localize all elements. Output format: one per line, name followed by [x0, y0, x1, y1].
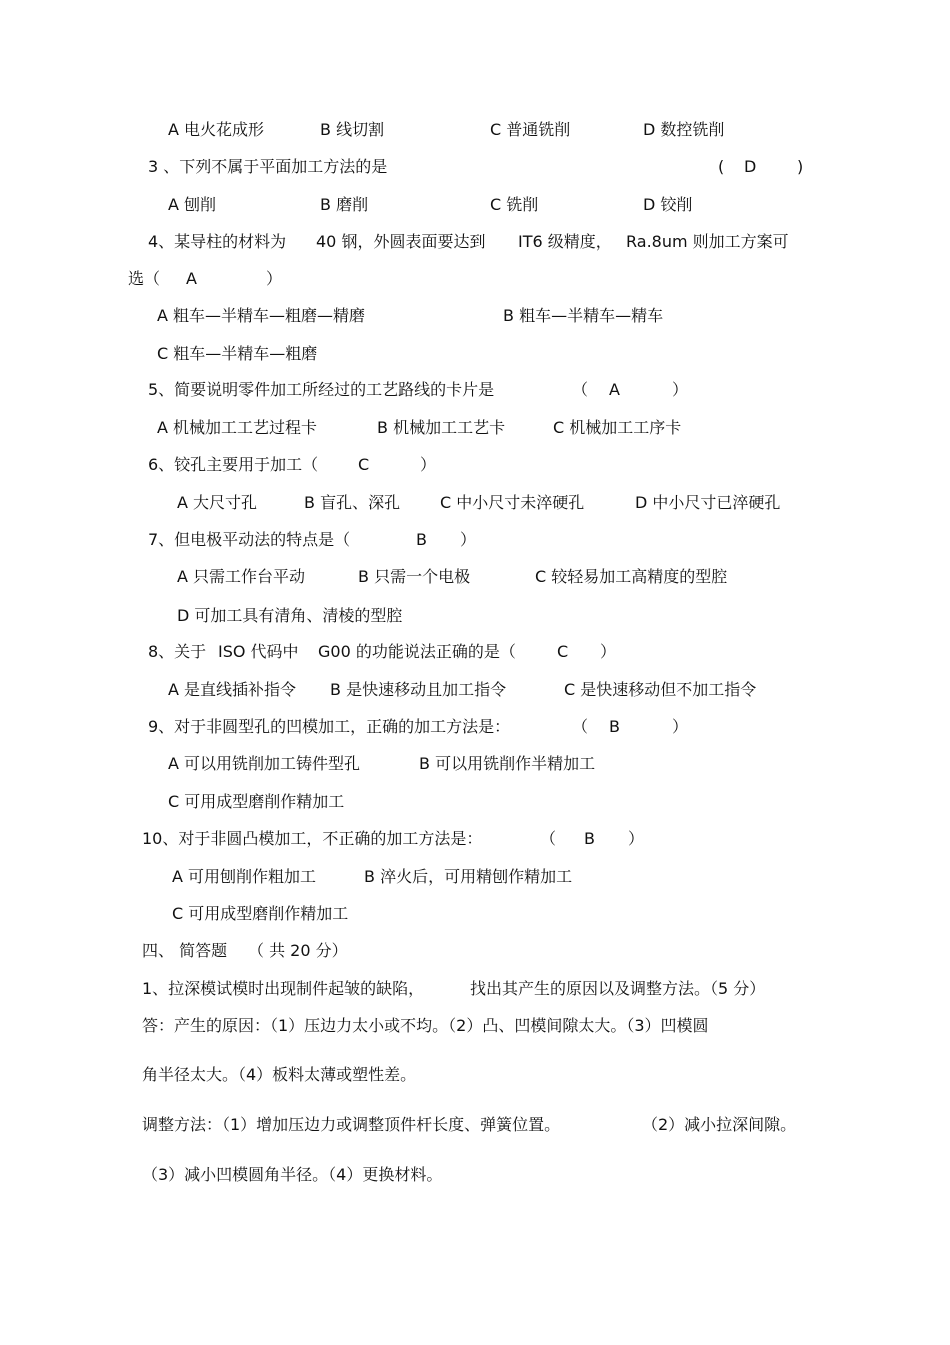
q9-close-paren: ） [672, 717, 689, 736]
short-q1-adjust-part1: 调整方法：（1）增加压边力或调整顶件杆长度、弹簧位置。 [142, 1115, 561, 1134]
q5-open-paren: （ [572, 380, 589, 399]
q2-option-a: A 电火花成形 [168, 120, 265, 139]
q2-option-c: C 普通铣削 [490, 120, 571, 139]
q9-option-c: C 可用成型磨削作精加工 [168, 792, 345, 811]
q7-stem: 7、但电极平动法的特点是（ [148, 530, 351, 549]
q7-answer: B [416, 530, 427, 549]
q4-stem-part1: 4、某导柱的材料为 [148, 232, 287, 251]
q10-answer: B [584, 829, 595, 848]
q10-open-paren: （ [540, 829, 557, 848]
q6-option-a: A 大尺寸孔 [177, 493, 258, 512]
q6-stem: 6、铰孔主要用于加工（ [148, 455, 319, 474]
q5-answer: A [609, 380, 620, 399]
q8-option-b: B 是快速移动且加工指令 [330, 680, 507, 699]
q3-option-a: A 刨削 [168, 195, 217, 214]
q4-option-b: B 粗车—半精车—精车 [503, 306, 664, 325]
q6-answer: C [358, 455, 370, 474]
q10-stem: 10、对于非圆凸模加工，不正确的加工方法是： [142, 829, 483, 848]
q3-stem: 3 、下列不属于平面加工方法的是 [148, 157, 388, 176]
q3-option-c: C 铣削 [490, 195, 539, 214]
q4-stem-part2: 40 钢，外圆表面要达到 [316, 232, 486, 251]
q8-stem-part2: ISO 代码中 [218, 642, 299, 661]
q2-option-d: D 数控铣削 [643, 120, 725, 139]
q8-stem-part3: G00 的功能说法正确的是（ [318, 642, 516, 661]
q6-option-d: D 中小尺寸已淬硬孔 [635, 493, 781, 512]
q9-option-b: B 可以用铣削作半精加工 [419, 754, 596, 773]
q6-option-c: C 中小尺寸未淬硬孔 [440, 493, 585, 512]
q5-close-paren: ） [672, 380, 689, 399]
section-title: 四、 简答题 [142, 941, 228, 960]
q6-option-b: B 盲孔、深孔 [304, 493, 401, 512]
q4-stem-part5: 选（ [128, 269, 161, 288]
q3-option-b: B 磨削 [320, 195, 369, 214]
section-score: （ 共 20 分） [248, 941, 348, 960]
q4-stem-part3: IT6 级精度， [518, 232, 612, 251]
q8-answer: C [557, 642, 569, 661]
q7-close-paren: ） [460, 530, 477, 549]
q4-option-c: C 粗车—半精车—粗磨 [157, 344, 318, 363]
q5-stem: 5、简要说明零件加工所经过的工艺路线的卡片是 [148, 380, 495, 399]
q3-option-d: D 铰削 [643, 195, 693, 214]
short-q1-answer-line2: 角半径太大。（4）板料太薄或塑性差。 [142, 1065, 417, 1084]
q7-option-a: A 只需工作台平动 [177, 567, 306, 586]
q7-option-b: B 只需一个电极 [358, 567, 471, 586]
q3-answer: D [744, 157, 757, 176]
q7-option-d: D 可加工具有清角、清棱的型腔 [177, 606, 403, 625]
q10-option-a: A 可用刨削作粗加工 [172, 867, 317, 886]
q9-open-paren: （ [572, 717, 589, 736]
q5-option-a: A 机械加工工艺过程卡 [157, 418, 318, 437]
short-q1-answer-line1: 答：产生的原因：（1）压边力太小或不均。（2）凸、凹模间隙太大。（3）凹模圆 [142, 1016, 709, 1035]
q2-option-b: B 线切割 [320, 120, 385, 139]
q8-close-paren: ） [600, 642, 617, 661]
q5-option-c: C 机械加工工序卡 [553, 418, 682, 437]
q3-close-paren: ) [797, 157, 804, 176]
q10-close-paren: ） [628, 829, 645, 848]
q9-answer: B [609, 717, 620, 736]
q5-option-b: B 机械加工工艺卡 [377, 418, 506, 437]
q4-option-a: A 粗车—半精车—粗磨—精磨 [157, 306, 366, 325]
q4-answer: A [186, 269, 197, 288]
short-q1-stem-part1: 1、拉深模试模时出现制件起皱的缺陷， [142, 979, 425, 998]
short-q1-adjust-line2: （3）减小凹模圆角半径。（4）更换材料。 [142, 1165, 443, 1184]
short-q1-stem-part2: 找出其产生的原因以及调整方法。（5 分） [470, 979, 766, 998]
q9-stem: 9、对于非圆型孔的凹模加工，正确的加工方法是： [148, 717, 511, 736]
q8-stem-part1: 8、关于 [148, 642, 207, 661]
q7-option-c: C 较轻易加工高精度的型腔 [535, 567, 728, 586]
q8-option-a: A 是直线插补指令 [168, 680, 297, 699]
short-q1-adjust-part2: （2）减小拉深间隙。 [642, 1115, 797, 1134]
q10-option-b: B 淬火后，可用精刨作精加工 [364, 867, 573, 886]
q6-close-paren: ） [420, 455, 437, 474]
q4-close-paren: ） [266, 269, 283, 288]
q4-stem-part4: Ra.8um 则加工方案可 [626, 232, 789, 251]
q10-option-c: C 可用成型磨削作精加工 [172, 904, 349, 923]
q8-option-c: C 是快速移动但不加工指令 [564, 680, 757, 699]
q9-option-a: A 可以用铣削加工铸件型孔 [168, 754, 361, 773]
q3-open-paren: ( [718, 157, 725, 176]
